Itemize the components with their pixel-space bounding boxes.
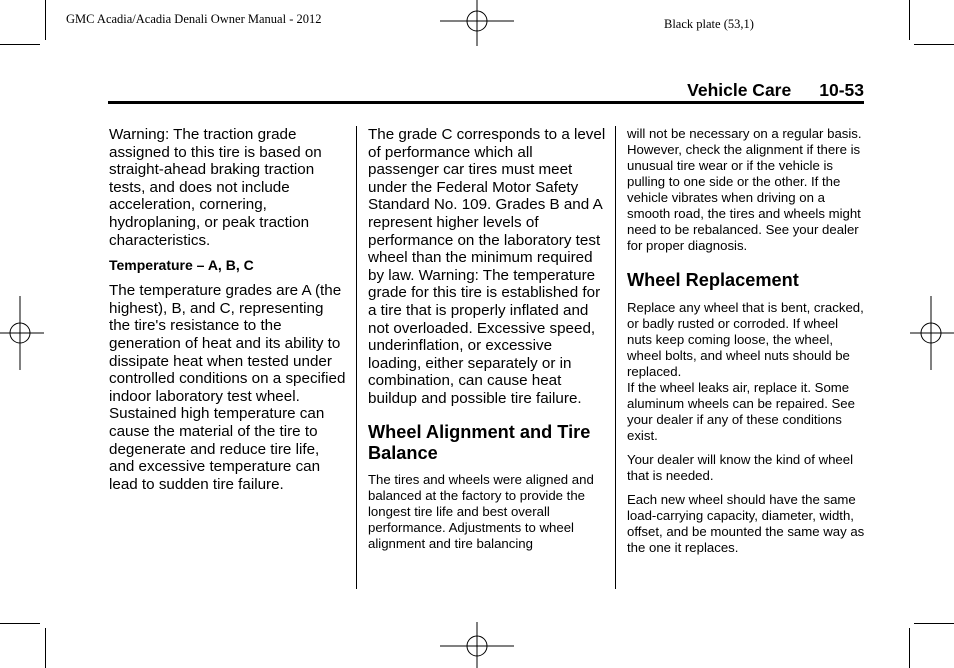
- subheading: Temperature – A, B, C: [109, 257, 254, 274]
- crop-mark: [909, 0, 910, 40]
- page-number: 10-53: [819, 80, 864, 100]
- section-heading: Wheel Replacement: [627, 270, 799, 290]
- paragraph: Each new wheel should have the same load-carrying capacity, diameter, width, offset, and be mounted the same way as the one it replaces.: [627, 492, 865, 555]
- column-divider: [356, 126, 357, 589]
- registration-mark-icon: [0, 296, 44, 370]
- crop-mark: [0, 44, 40, 45]
- section-header: [687, 80, 864, 101]
- section-title: Vehicle Care: [687, 80, 792, 100]
- paragraph: If the wheel leaks air, replace it. Some aluminum wheels can be repaired. See your dealer if any of these conditions exist.: [627, 380, 855, 443]
- column-divider: [615, 126, 616, 589]
- column-3: [627, 126, 865, 564]
- registration-mark-icon: [440, 622, 514, 668]
- crop-mark: [0, 623, 40, 624]
- paragraph: Your dealer will know the kind of wheel that is needed.: [627, 452, 854, 483]
- section-heading: Wheel Alignment and Tire Balance: [368, 421, 591, 463]
- paragraph: The temperature grades are A (the highest), B, and C, representing the tire's resistance to the generation of heat and its ability to dissipate heat when tested under controlled conditions on a specified indoor laboratory test wheel. Sustained high temperature can cause the material of the tire to degenerate and reduce tire life, and excessive temperature can lead to sudden tire failure.: [109, 282, 346, 493]
- column-1: [109, 126, 347, 501]
- crop-mark: [45, 628, 46, 668]
- paragraph: The grade C corresponds to a level of performance which all passenger car tires must meet under the Federal Motor Safety Standard No. 109. Grades B and A represent higher levels of performance on the laboratory test wheel than the minimum required by law. Warning: The temperature grade for this tire is established for a tire that is properly inflated and not overloaded. Excessive speed, underinflation, or excessive loading, either separately or in combination, can cause heat buildup and possible tire failure.: [368, 126, 606, 407]
- registration-mark-icon: [440, 0, 514, 46]
- paragraph: will not be necessary on a regular basis. However, check the alignment if there is unusual tire wear or if the vehicle is pulling to one side or the other. If the vehicle vibrates when driving on a smooth road, the tires and wheels might need to be rebalanced. See your dealer for proper diagnosis.: [627, 126, 862, 253]
- plate-label: Black plate (53,1): [664, 17, 754, 31]
- manual-title: GMC Acadia/Acadia Denali Owner Manual - 2012: [66, 12, 322, 26]
- paragraph: Replace any wheel that is bent, cracked, or badly rusted or corroded. If wheel nuts keep coming loose, the wheel, wheel bolts, and wheel nuts should be replaced.: [627, 300, 864, 379]
- paragraph: Warning: The traction grade assigned to this tire is based on straight-ahead braking traction tests, and does not include acceleration, cornering, hydroplaning, or peak traction characteristics.: [109, 126, 322, 249]
- crop-mark: [914, 44, 954, 45]
- header-rule: [108, 101, 864, 104]
- crop-mark: [45, 0, 46, 40]
- column-2: [368, 126, 606, 560]
- registration-mark-icon: [910, 296, 954, 370]
- crop-mark: [909, 628, 910, 668]
- paragraph: The tires and wheels were aligned and balanced at the factory to provide the longest tire life and best overall performance. Adjustments to wheel alignment and tire balancing: [368, 471, 594, 551]
- crop-mark: [914, 623, 954, 624]
